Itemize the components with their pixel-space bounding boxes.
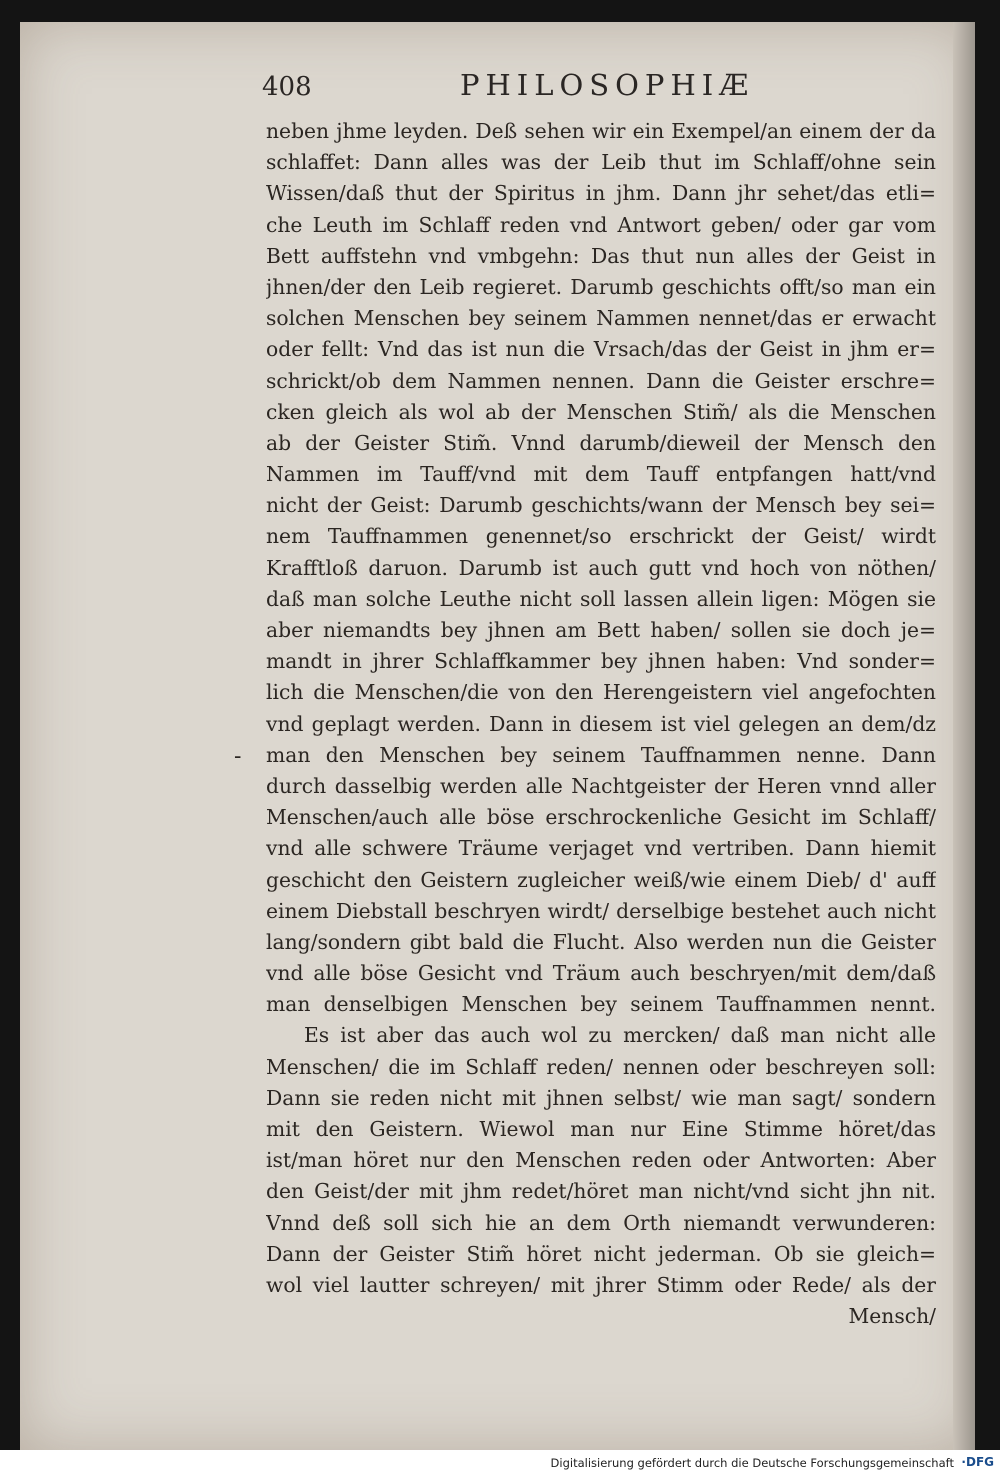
text-line: cken gleich als wol ab der Menschen Stim̃/ als die Menschen [266,399,936,424]
text-line: solchen Menschen bey seinem Nammen nennet/das er erwacht [266,306,936,331]
text-line: einem Diebstall beschryen wirdt/ derselbige bestehet auch nicht [266,898,936,923]
text-line: oder fellt: Vnd das ist nun die Vrsach/das der Geist in jhm er= [266,337,936,362]
text-line: jhnen/der den Leib regieret. Darumb geschichts offt/so man ein [266,274,936,299]
text-line: schrickt/ob dem Nammen nennen. Dann die Geister erschre= [266,368,936,393]
page-edge [953,22,975,1450]
text-line: den Geist/der mit jhm redet/höret man nicht/vnd sicht jhn nit. [266,1179,936,1204]
text-line: durch dasselbig werden alle Nachtgeister der Heren vnnd aller [266,773,936,798]
text-line: man den Menschen bey seinem Tauffnammen nenne. Dann [266,742,936,767]
text-line: man denselbigen Menschen bey seinem Tauffnammen nennt. [266,992,936,1017]
text-line: ist/man höret nur den Menschen reden oder Antworten: Aber [266,1148,936,1173]
text-line: vnd geplagt werden. Dann in diesem ist viel gelegen an dem/dz [266,711,936,736]
dfg-logo: ·DFG [961,1455,994,1469]
text-line: ab der Geister Stim̃. Vnnd darumb/dieweil der Mensch den [266,430,936,455]
catchword: Mensch/ [848,1304,936,1329]
page-number: 408 [262,72,312,102]
margin-mark: - [234,744,242,769]
running-head: PHILOSOPHIÆ [460,68,755,102]
text-line: lich die Menschen/die von den Herengeistern viel angefochten [266,680,936,705]
text-line: Dann der Geister Stim̃ höret nicht jederman. Ob sie gleich= [266,1241,936,1266]
text-line: Nammen im Tauff/vnd mit dem Tauff entpfangen hatt/vnd [266,462,936,487]
text-line: Menschen/ die im Schlaff reden/ nennen oder beschreyen soll: [266,1054,936,1079]
paragraph-first-line: Es ist aber das auch wol zu mercken/ daß man nicht alle [304,1023,936,1048]
text-line: Krafftloß daruon. Darumb ist auch gutt vnd hoch von nöthen/ [266,555,936,580]
text-line: wol viel lautter schreyen/ mit jhrer Stimm oder Rede/ als der [266,1272,936,1297]
text-line: mit den Geistern. Wiewol man nur Eine Stimme höret/das [266,1117,936,1141]
footer-bar [0,1450,1000,1477]
text-line: daß man solche Leuthe nicht soll lassen allein ligen: Mögen sie [266,586,936,611]
text-line: nicht der Geist: Darumb geschichts/wann der Mensch bey sei= [266,493,936,518]
funding-credit: Digitalisierung gefördert durch die Deutsche Forschungsgemeinschaft [550,1456,954,1470]
text-line: Bett auffstehn vnd vmbgehn: Das thut nun alles der Geist in [266,243,936,268]
text-line: vnd alle schwere Träume verjaget vnd vertriben. Dann hiemit [266,836,936,861]
text-line: aber niemandts bey jhnen am Bett haben/ sollen sie doch je= [266,618,936,642]
text-line: che Leuth im Schlaff reden vnd Antwort geben/ oder gar vom [266,212,936,237]
text-block [266,116,936,1332]
text-line: mandt in jhrer Schlaffkammer bey jhnen haben: Vnd sonder= [266,649,936,674]
text-line: Dann sie reden nicht mit jhnen selbst/ wie man sagt/ sondern [266,1085,936,1110]
text-line: Menschen/auch alle böse erschrockenliche Gesicht im Schlaff/ [266,805,936,830]
text-line: lang/sondern gibt bald die Flucht. Also werden nun die Geister [266,929,936,954]
page-header [262,68,942,108]
text-line: geschicht den Geistern zugleicher weiß/wie einem Dieb/ d' auff [266,867,936,892]
text-line: Vnnd deß soll sich hie an dem Orth niemandt verwunderen: [266,1210,936,1235]
text-line: schlaffet: Dann alles was der Leib thut im Schlaff/ohne sein [266,150,936,175]
text-line: Wissen/daß thut der Spiritus in jhm. Dann jhr sehet/das etli= [266,181,936,206]
text-line: vnd alle böse Gesicht vnd Träum auch beschryen/mit dem/daß [266,961,936,986]
text-line: nem Tauffnammen genennet/so erschrickt der Geist/ wirdt [266,524,936,549]
text-line: neben jhme leyden. Deß sehen wir ein Exempel/an einem der da [266,119,936,143]
